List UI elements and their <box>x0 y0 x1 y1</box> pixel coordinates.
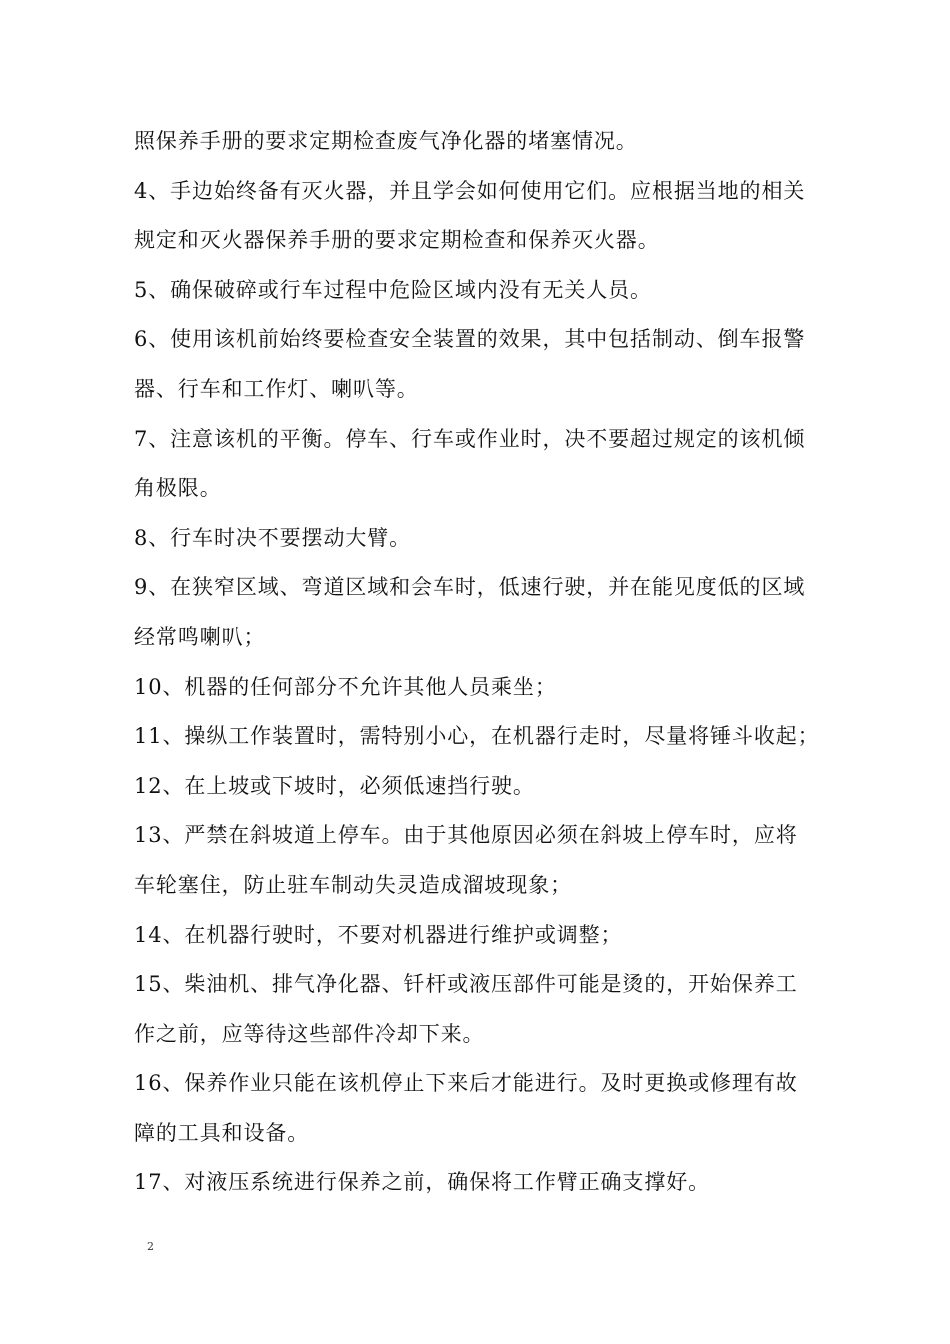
text-line: 角极限。 <box>134 476 222 501</box>
page-number: 2 <box>147 1240 154 1253</box>
text-line: 16、保养作业只能在该机停止下来后才能进行。及时更换或修理有故 <box>134 1071 798 1096</box>
text-line: 车轮塞住，防止驻车制动失灵造成溜坡现象； <box>134 872 572 897</box>
text-line: 4、手边始终备有灭火器，并且学会如何使用它们。应根据当地的相关 <box>134 178 806 203</box>
text-line: 规定和灭火器保养手册的要求定期检查和保养灭火器。 <box>134 228 660 253</box>
text-line: 11、操纵工作装置时，需特别小心，在机器行走时，尽量将锤斗收起； <box>134 724 820 749</box>
text-line: 照保养手册的要求定期检查废气净化器的堵塞情况。 <box>134 129 638 153</box>
text-line: 障的工具和设备。 <box>134 1120 310 1145</box>
text-line: 7、注意该机的平衡。停车、行车或作业时，决不要超过规定的该机倾 <box>134 426 806 451</box>
text-line: 6、使用该机前始终要检查安全装置的效果，其中包括制动、倒车报警 <box>134 327 806 352</box>
text-line: 17、对液压系统进行保养之前，确保将工作臂正确支撑好。 <box>134 1170 711 1195</box>
text-line: 14、在机器行驶时，不要对机器进行维护或调整； <box>134 922 623 947</box>
text-line: 经常鸣喇叭； <box>134 624 266 649</box>
text-line: 器、行车和工作灯、喇叭等。 <box>134 376 419 401</box>
document-body <box>134 117 824 1208</box>
text-line: 13、严禁在斜坡道上停车。由于其他原因必须在斜坡上停车时，应将 <box>134 823 798 848</box>
text-line: 15、柴油机、排气净化器、钎杆或液压部件可能是烫的，开始保养工 <box>134 972 798 997</box>
text-line: 8、行车时决不要摆动大臂。 <box>134 525 412 550</box>
text-line: 作之前，应等待这些部件冷却下来。 <box>134 1021 485 1046</box>
text-line: 9、在狭窄区域、弯道区域和会车时，低速行驶，并在能见度低的区域 <box>134 575 806 600</box>
text-line: 12、在上坡或下坡时，必须低速挡行驶。 <box>134 773 535 798</box>
text-line: 5、确保破碎或行车过程中危险区域内没有无关人员。 <box>134 277 652 302</box>
text-line: 10、机器的任何部分不允许其他人员乘坐； <box>134 674 557 699</box>
